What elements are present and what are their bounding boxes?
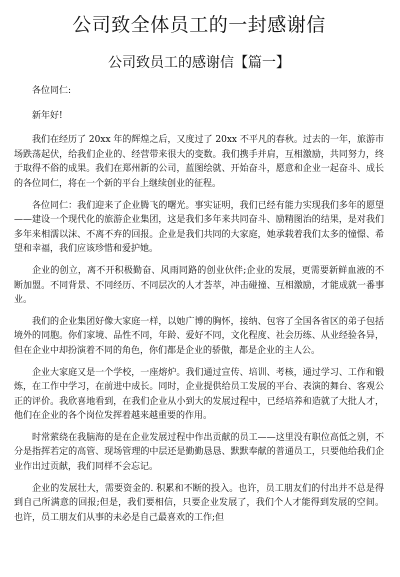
paragraph-body: 企业大家庭又是一个学校，一座熔炉。我们通过宣传、培训、考核，通过学习、工作和锻炼，在工作中学习，在前进中成长。同时，企业提供给员工发展的平台、表演的舞台、客观公正的评价。我欣喜地看到，在我们企业从小到大的发展过程中，已经培养和造就了大批人才，他们在企业的各个岗位发挥着越来越重要的作用。 (14, 367, 384, 422)
paragraph-body: 企业的创立，离不开积极勤奋、风雨同路的创业伙伴;企业的发展，更需要新鲜血液的不断加盟。不同背景、不同经历、不同层次的人才荟萃，冲击碰撞、互相激励，才能成就一番事业。 (14, 265, 384, 306)
paragraph-body: 企业的发展壮大，需要资金的. 积累和不断的投入。也许，员工朋友们的付出并不总是得到自己所满意的回报;但是，我们要相信，只要企业发展了，我们个人才能得到发展的空间。也许，员工朋友们从事的未必是自己最喜欢的工作;但 (14, 483, 384, 523)
paragraph-body: 我们在经历了 20xx 年的辉煌之后，又度过了 20xx 不平凡的春秋。过去的一年，旅游市场跌荡起伏，给我们企业的、经营带来很大的变数。我们携手并肩，互相激励，共同努力，终于取得不俗的成果。我们在郑州新的公司，蓝图绘就、开始奋斗，愿意和企业一起奋斗、成长的各位同仁，将在一个新的平台上继续创业的征程。 (14, 135, 384, 189)
document-subtitle: 公司致员工的感谢信【篇一】 (108, 55, 290, 71)
paragraph-greeting: 新年好! (32, 110, 63, 121)
paragraph-salutation: 各位同仁: (32, 86, 72, 96)
document-title: 公司致全体员工的一封感谢信 (72, 14, 326, 36)
paragraph-body: 各位同仁：我们迎来了企业腾飞的曙光。事实证明，我们已经有能力实现我们多年的愿望——建设一个现代化的旅游企业集团，这是我们多年来共同奋斗、励精图治的结果，是对我们多年来相濡以沫、不离不弃的回报。企业是我们共同的大家庭，她承载着我们太多的憧憬、希望和幸福，我们应该珍惜和爱护她。 (14, 200, 384, 255)
paragraph-body: 我们的企业集团好像大家庭一样，以她广博的胸怀，接纳、包容了全国各省区的弟子包括境外的同胞。你们家境、品性不同，年龄、爱好不同，文化程度、社会历练、从业经验各异，但在企业中却扮演着不同的角色，你们都是企业的骄傲，都是企业的主人公。 (14, 316, 384, 356)
paragraph-body: 时常萦绕在我脑海的是在企业发展过程中作出贡献的员工——这里没有职位高低之别，不分是指挥若定的高管、现场管理的中层还是勤勤恳恳、默默奉献的普通员工，只要他给我们企业作出过贡献，我们同样不会忘记。 (14, 432, 384, 473)
